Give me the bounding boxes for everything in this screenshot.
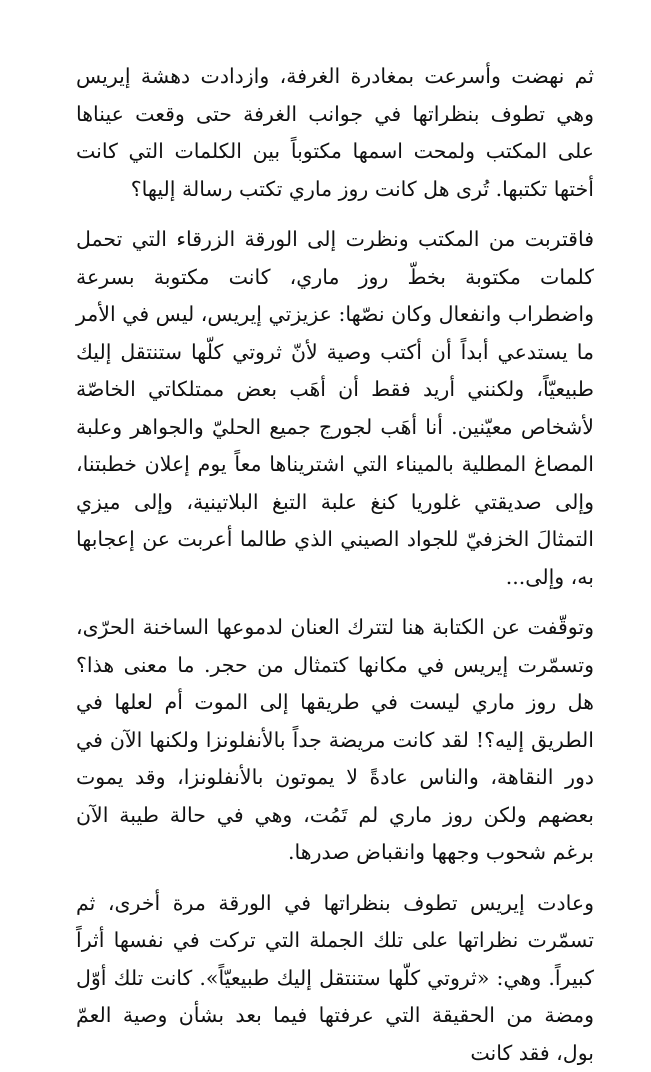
page-text-column (76, 58, 594, 1072)
paragraph-4: وعادت إيريس تطوف بنظراتها في الورقة مرة أخرى، ثم تسمّرت نظراتها على تلك الجملة التي تركت في نفسها أثراً كبيراً. وهي: «ثروتي كلّها ستنتقل إليك طبيعيّاً». كانت تلك أوّل ومضة من الحقيقة التي عرفتها فيما بعد بشأن وصية العمّ بول، فقد كانت (76, 885, 594, 1072)
paragraph-1: ثم نهضت وأسرعت بمغادرة الغرفة، وازدادت دهشة إيريس وهي تطوف بنظراتها في جوانب الغرفة حتى وقعت عيناها على المكتب ولمحت اسمها مكتوباً بين الكلمات التي كانت أختها تكتبها. تُرى هل كانت روز ماري تكتب رسالة إليها؟ (76, 58, 594, 208)
paragraph-2: فاقتربت من المكتب ونظرت إلى الورقة الزرقاء التي تحمل كلمات مكتوبة بخطّ روز ماري، كانت مكتوبة بسرعة واضطراب وانفعال وكان نصّها: عزيزتي إيريس، ليس في الأمر ما يستدعي أبداً أن أكتب وصية لأنّ ثروتي كلّها ستنتقل إليك طبيعيّاً، ولكنني أريد فقط أن أهَب بعض ممتلكاتي الخاصّة لأشخاص معيّنين. أنا أهَب لجورج جميع الحليّ والجواهر وعلبة المصاغ المطلية بالميناء التي اشتريناها معاً يوم إعلان خطبتنا، وإلى صديقتي غلوريا كنغ علبة التبغ البلاتينية، وإلى ميزي التمثالَ الخزفيّ للجواد الصيني الذي طالما أعربت عن إعجابها به، وإلى... (76, 221, 594, 596)
paragraph-3: وتوقّفت عن الكتابة هنا لتترك العنان لدموعها الساخنة الحرّى، وتسمّرت إيريس في مكانها كتمثال من حجر. ما معنى هذا؟ هل روز ماري ليست في طريقها إلى الموت أم لعلها في الطريق إليه؟! لقد كانت مريضة جداً بالأنفلونزا ولكنها الآن في دور النقاهة، والناس عادةً لا يموتون بالأنفلونزا، وقد يموت بعضهم ولكن روز ماري لم تَمُت، وهي في حالة طيبة الآن برغم شحوب وجهها وانقباض صدرها. (76, 609, 594, 872)
